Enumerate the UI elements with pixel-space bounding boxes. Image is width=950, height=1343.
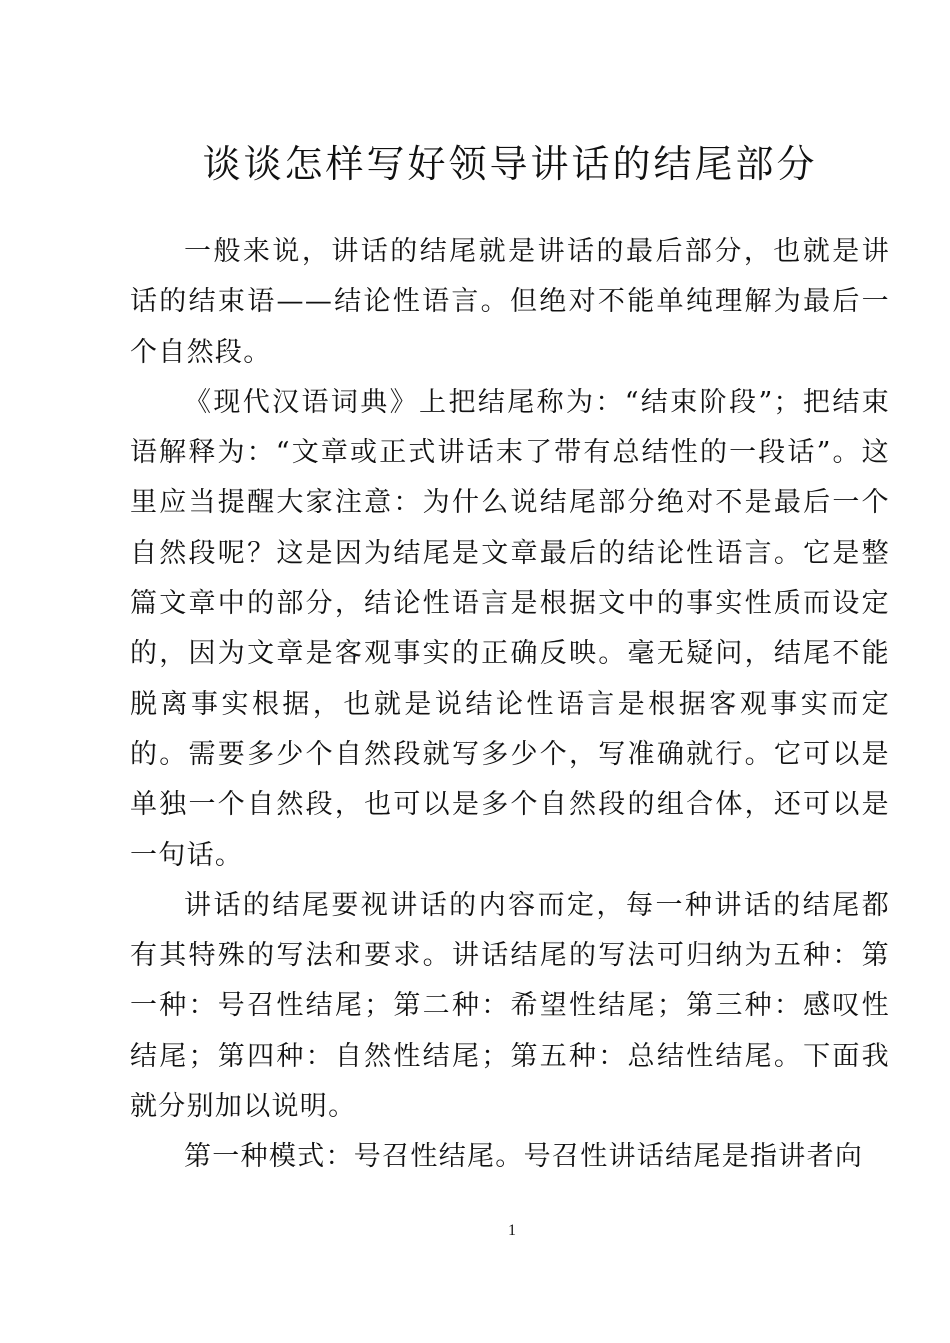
- paragraph: 讲话的结尾要视讲话的内容而定，每一种讲话的结尾都有其特殊的写法和要求。讲话结尾的写法可归纳为五种：第一种：号召性结尾；第二种：希望性结尾；第三种：感叹性结尾；第四种：自然性结尾；第五种：总结性结尾。下面我就分别加以说明。: [130, 889, 890, 1123]
- paragraph: 《现代汉语词典》上把结尾称为：“结束阶段”；把结束语解释为：“文章或正式讲话末了带有总结性的一段话”。这里应当提醒大家注意：为什么说结尾部分绝对不是最后一个自然段呢？这是因为结尾是文章最后的结论性语言。它是整篇文章中的部分，结论性语言是根据文中的事实性质而设定的，因为文章是客观事实的正确反映。毫无疑问，结尾不能脱离事实根据，也就是说结论性语言是根据客观事实而定的。需要多少个自然段就写多少个，写准确就行。它可以是单独一个自然段，也可以是多个自然段的组合体，还可以是一句话。: [130, 386, 890, 871]
- paragraph: 第一种模式：号召性结尾。号召性讲话结尾是指讲者向: [184, 1141, 864, 1173]
- paragraph: 一般来说，讲话的结尾就是讲话的最后部分，也就是讲话的结束语——结论性语言。但绝对不能单纯理解为最后一个自然段。: [130, 236, 890, 368]
- document-body: [130, 227, 890, 1183]
- page-title: 谈谈怎样写好领导讲话的结尾部分: [202, 142, 818, 186]
- page-number: 1: [508, 1222, 516, 1239]
